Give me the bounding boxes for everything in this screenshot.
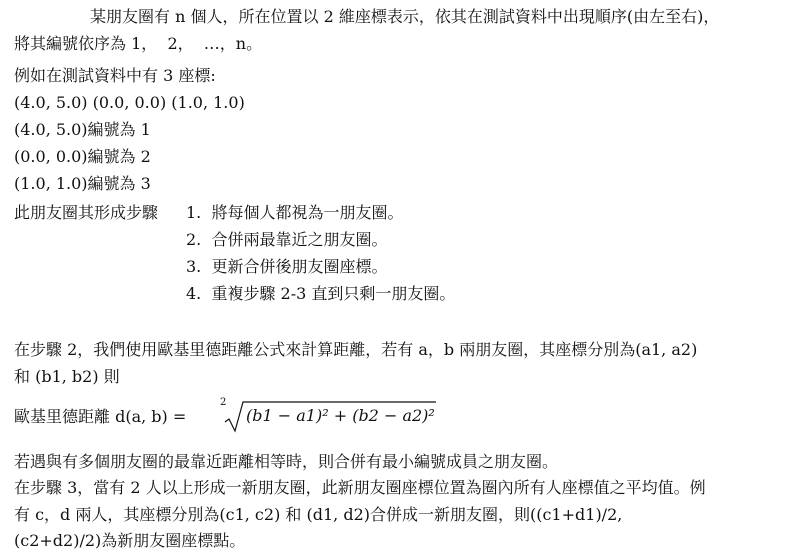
euclidean-formula xyxy=(220,398,440,434)
paragraph1-line1: 某朋友圈有 n 個人，所在位置以 2 維座標表示，依其在測試資料中出現順序(由左至右)， xyxy=(90,7,720,26)
step-item-1: 1. 將每個人都視為一朋友圈。 xyxy=(186,203,404,222)
step-item-3: 3. 更新合併後朋友圈座標。 xyxy=(186,257,388,276)
step-item-4: 4. 重複步驟 2-3 直到只剩一朋友圈。 xyxy=(186,284,456,303)
radical-index: 2 xyxy=(220,397,227,408)
paragraph3-line2: 在步驟 3，當有 2 人以上形成一新朋友圈，此新朋友圈座標位置為圈內所有人座標值之平均值。例 xyxy=(14,478,706,497)
paragraph3-line4: (c2+d2)/2)為新朋友圈座標點。 xyxy=(14,531,246,550)
steps-lead: 此朋友圈其形成步驟 xyxy=(14,203,159,222)
radicand: (b1 − a1)² + (b2 − a2)² xyxy=(246,406,435,425)
example-label-2: (0.0, 0.0)編號為 2 xyxy=(14,147,151,166)
paragraph1-line2: 將其編號依序為 1， 2， …，n。 xyxy=(14,34,263,53)
example-label-1: (4.0, 5.0)編號為 1 xyxy=(14,120,151,139)
example-coords: (4.0, 5.0) (0.0, 0.0) (1.0, 1.0) xyxy=(14,93,245,112)
paragraph2-line1: 在步驟 2，我們使用歐基里德距離公式來計算距離，若有 a，b 兩朋友圈，其座標分別為(a1, a2) xyxy=(14,340,698,359)
example-intro: 例如在測試資料中有 3 座標: xyxy=(14,66,216,85)
paragraph2-line2: 和 (b1, b2) 則 xyxy=(14,367,120,386)
step-item-2: 2. 合併兩最靠近之朋友圈。 xyxy=(186,230,388,249)
formula-lhs: 歐基里德距離 d(a, b) = xyxy=(14,407,192,426)
paragraph3-line1: 若遇與有多個朋友圈的最靠近距離相等時，則合併有最小編號成員之朋友圈。 xyxy=(14,452,559,471)
paragraph3-line3: 有 c，d 兩人，其座標分別為(c1, c2) 和 (d1, d2)合併成一新朋友圈，則((c1+d1)/2, xyxy=(14,505,623,524)
example-label-3: (1.0, 1.0)編號為 3 xyxy=(14,174,151,193)
